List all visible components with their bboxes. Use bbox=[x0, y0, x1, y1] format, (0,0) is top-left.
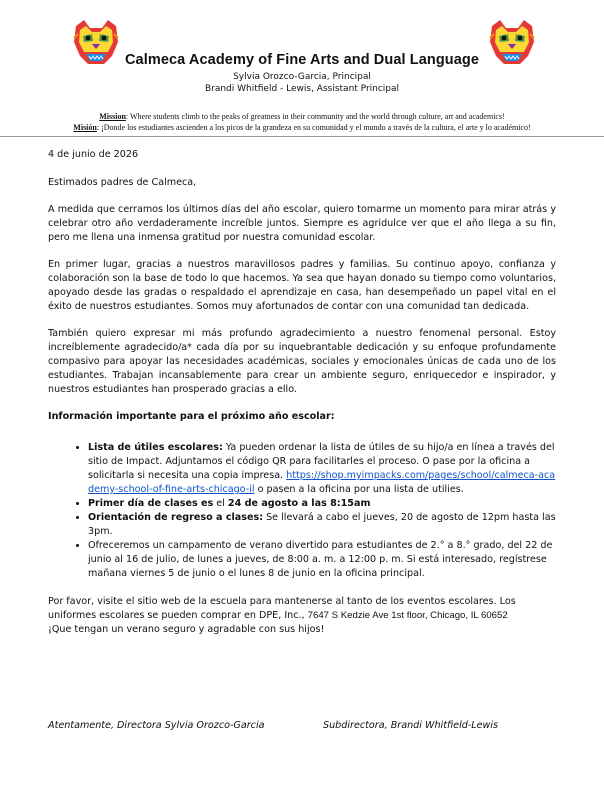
paragraph-staff: También quiero expresar mi más profundo agradecimiento a nuestro fenomenal personal. Estoy increíblemente agradecido/a* cada día por su inquebrantable dedicación y su enfoque profundamente compasivo para apoyar las necesidades académicas, sociales y emocionales únicas de cada uno de los estudiantes. Trabajan incansablemente para crear un ambiente seguro, enriquecedor e inspirador, y nuestros estudiantes han prosperado gracias a ello. bbox=[48, 328, 556, 395]
header-divider bbox=[0, 136, 604, 137]
signature-assistant: Subdirectora, Brandi Whitfield-Lewis bbox=[323, 720, 499, 731]
supplies-text: Ya pueden ordenar la lista de útiles de su hijo/a en línea a través del sitio de Impact. Adjuntamos el código QR para facilitarles el proceso. O pase por la oficina a solicitarla si necesita una copia impresa. bbox=[88, 442, 555, 481]
mission-en-label: Mission bbox=[99, 112, 126, 121]
paragraph-intro: A medida que cerramos los últimos días del año escolar, quiero tomarme un momento para mirar atrás y celebrar otro año verdaderamente increíble juntos. Siempre es agridulce ver que el año llega a su fin, pero me llena una inmensa gratitud por nuestra comunidad escolar. bbox=[48, 204, 556, 243]
first-day-date: 24 de agosto a las 8:15am bbox=[227, 498, 371, 509]
camp-text: Ofreceremos un campamento de verano divertido para estudiantes de 2.° a 8.° grado, del 22 de junio al 16 de julio, de lunes a jueves, de 8:00 a. m. a 12:00 p. m. Si está interesado, regístrese mañana viernes 5 de junio o el lunes 8 de junio en la oficina principal. bbox=[88, 540, 553, 579]
store-address: 7647 S Kedzie Ave 1st floor, Chicago, IL 60652 bbox=[307, 610, 508, 621]
list-item-supplies bbox=[88, 441, 556, 497]
list-item-summer-camp bbox=[88, 539, 556, 581]
letter-greeting: Estimados padres de Calmeca, bbox=[48, 177, 197, 188]
first-day-label: Primer día de clases es bbox=[88, 498, 214, 509]
orientation-text: Se llevará a cabo el jueves, 20 de agosto de 12pm hasta las 3pm. bbox=[88, 512, 556, 537]
assistant-principal-name: Brandi Whitfield - Lewis, Assistant Principal bbox=[204, 84, 400, 94]
principal-name: Sylvia Orozco-Garcia, Principal bbox=[233, 72, 371, 82]
letterhead bbox=[0, 52, 604, 95]
mission-en-text: : Where students climb to the peaks of greatness in their community and the world through culture, art and academics! bbox=[125, 112, 505, 121]
paragraph-website bbox=[48, 595, 556, 623]
info-heading: Información importante para el próximo año escolar: bbox=[48, 411, 335, 422]
mission-es-text: : ¡Donde los estudiantes ascienden a los picos de la grandeza en su comunidad y el mundo a través de la cultura, el arte y lo académico! bbox=[96, 123, 531, 132]
supplies-link[interactable]: https://shop.myimpacks.com/pages/school/calmeca-academy-school-of-fine-arts-chicago-il bbox=[88, 470, 556, 495]
paragraph-families: En primer lugar, gracias a nuestros maravillosos padres y familias. Su continuo apoyo, confianza y colaboración son la base de todo lo que hacemos. Ya sea que hayan donado su tiempo como voluntarios, apoyado desde las gradas o respaldado el aprendizaje en casa, han desempeñado un papel vital en el éxito de nuestros estudiantes. Somos muy afortunados de contar con una comunidad tan dedicada. bbox=[48, 259, 556, 312]
info-list bbox=[48, 441, 556, 581]
mission-es-label: Misión bbox=[73, 123, 97, 132]
mission-spanish bbox=[0, 122, 604, 133]
list-item-first-day bbox=[88, 497, 556, 511]
closing-line: ¡Que tengan un verano seguro y agradable con sus hijos! bbox=[48, 624, 325, 635]
supplies-after: o pasen a la oficina por una lista de utilies. bbox=[254, 484, 464, 495]
letter-date: 4 de junio de 2026 bbox=[48, 149, 139, 160]
mission-english bbox=[0, 111, 604, 122]
letter-body bbox=[48, 148, 556, 637]
list-item-orientation bbox=[88, 511, 556, 539]
mission-statements bbox=[0, 111, 604, 133]
signature-principal: Atentamente, Directora Sylvia Orozco-Garcia bbox=[48, 720, 265, 731]
supplies-label: Lista de útiles escolares: bbox=[88, 442, 223, 453]
school-name: Calmeca Academy of Fine Arts and Dual Language bbox=[124, 52, 480, 68]
first-day-mid: el bbox=[213, 498, 228, 509]
website-text: Por favor, visite el sitio web de la escuela para mantenerse al tanto de los eventos escolares. Los uniformes escolares se pueden comprar en DPE, Inc., bbox=[48, 596, 516, 621]
orientation-label: Orientación de regreso a clases: bbox=[88, 512, 264, 523]
